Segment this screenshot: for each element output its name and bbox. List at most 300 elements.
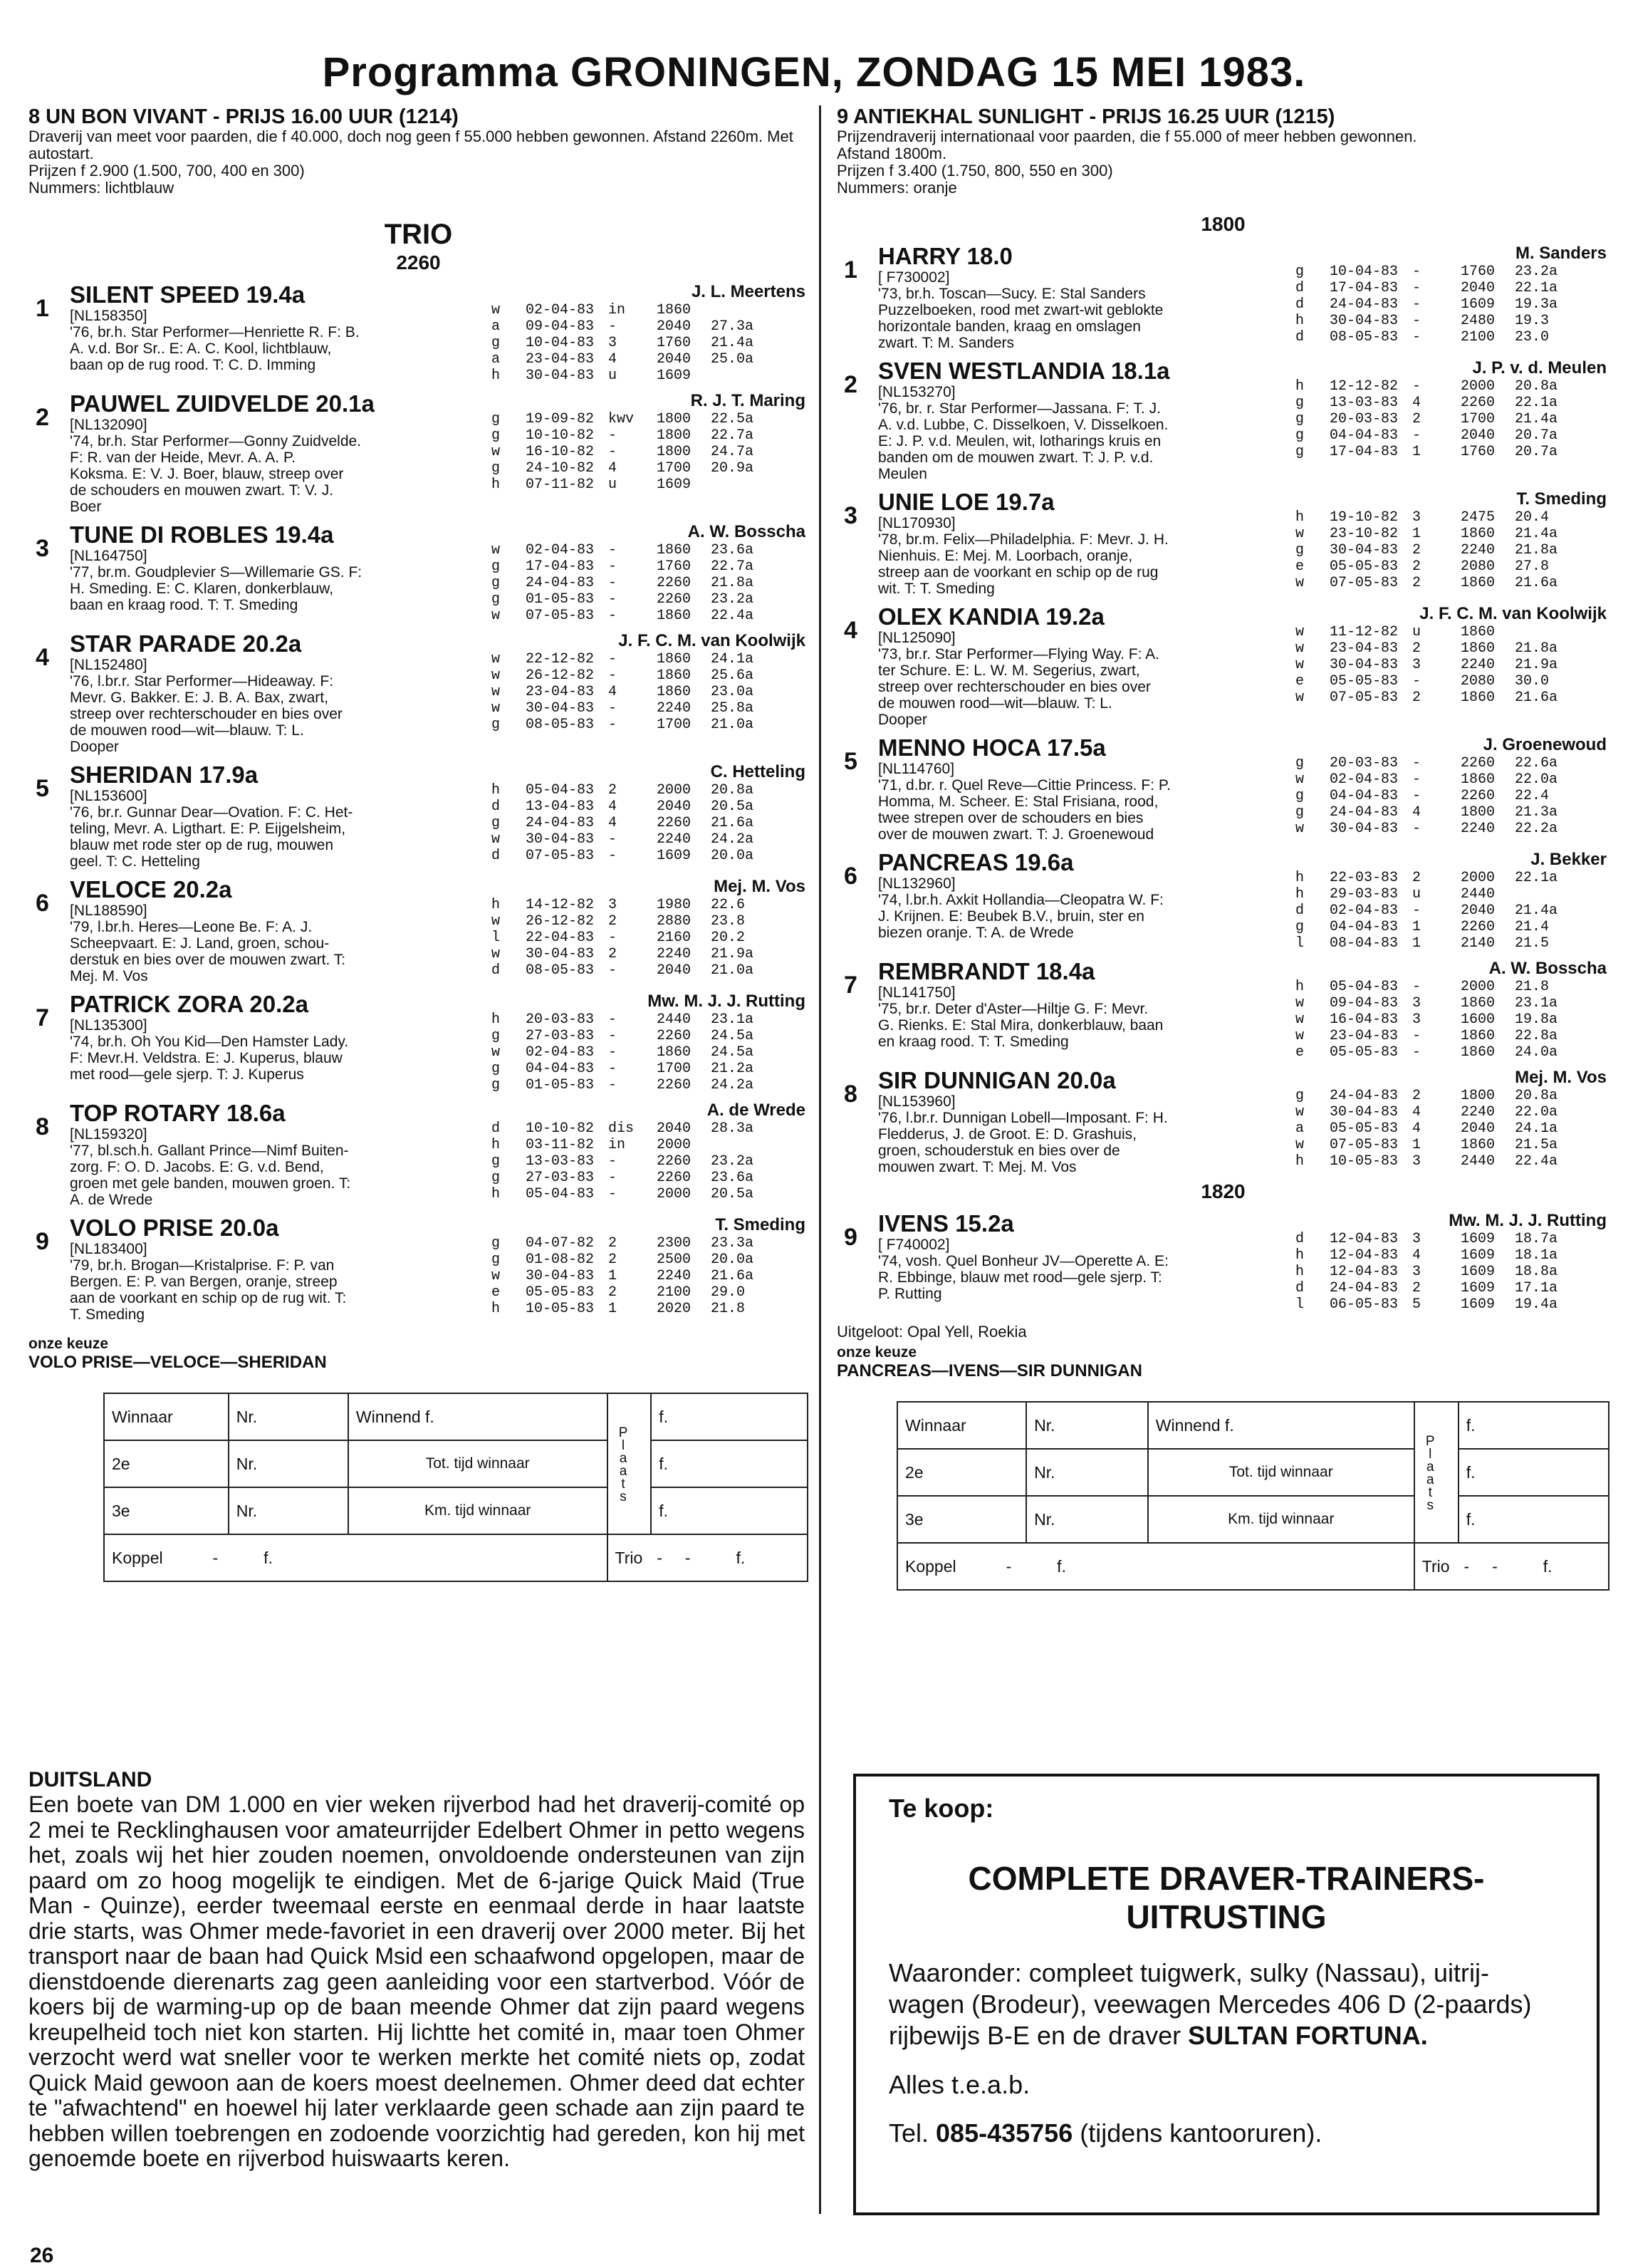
run-time: 18.7a	[1515, 1231, 1558, 1247]
run-distance: 2240	[1461, 657, 1496, 673]
horse-list	[28, 282, 808, 1323]
run-distance: 2260	[657, 1028, 692, 1044]
race-8-column	[28, 105, 808, 1582]
run-date: 30-04-83	[1330, 657, 1399, 673]
horse-form	[483, 631, 808, 755]
run-date: 30-04-83	[526, 831, 595, 848]
horse-number: 5	[36, 775, 49, 802]
run-distance: 1860	[657, 1044, 692, 1061]
horse-number: 2	[36, 404, 49, 431]
run-distance: 1609	[1461, 1231, 1496, 1247]
run-line	[491, 575, 808, 591]
trainer-name: J. Bekker	[1530, 850, 1607, 869]
run-place: -	[608, 1077, 617, 1093]
result-form-cell: Tot. tijd winnaar	[348, 1440, 607, 1487]
run-distance: 1860	[1461, 1028, 1496, 1044]
run-surface: d	[1295, 280, 1305, 296]
run-time: 24.1a	[711, 651, 754, 667]
run-distance: 1800	[1461, 804, 1496, 821]
horse-description: '74, vosh. Quel Bonheur JV—Operette A. E: R. Ebbinge, blauw met rood—gele sjerp. T: P. Rutting	[878, 1253, 1169, 1302]
ad-phone: Tel. 085-435756 (tijdens kantooruren).	[889, 2118, 1322, 2148]
recent-runs	[1295, 870, 1609, 952]
run-time: 21.4a	[1515, 902, 1558, 919]
run-surface: h	[491, 477, 501, 493]
run-date: 24-04-83	[1330, 1088, 1399, 1104]
run-line	[491, 651, 808, 667]
run-distance: 2080	[1461, 673, 1496, 690]
run-date: 30-04-83	[1330, 1104, 1399, 1120]
run-distance: 2040	[657, 799, 692, 815]
run-time: 23.2a	[711, 591, 754, 608]
run-time: 21.8	[711, 1301, 746, 1317]
run-distance: 2260	[1461, 788, 1496, 804]
horse-details	[878, 735, 1287, 843]
run-line	[491, 1235, 808, 1252]
recent-runs	[491, 302, 808, 384]
run-place: 1	[608, 1301, 617, 1317]
run-place: 2	[1412, 1280, 1421, 1296]
koppel-value: - f.	[1006, 1556, 1066, 1576]
run-date: 17-04-83	[1330, 280, 1399, 296]
run-surface: w	[1295, 690, 1305, 706]
run-time: 20.8a	[711, 782, 754, 799]
result-form	[103, 1393, 808, 1582]
run-surface: w	[491, 444, 501, 460]
run-date: 01-05-83	[526, 1077, 595, 1093]
run-date: 26-12-82	[526, 913, 595, 930]
result-form-cell: Nr.	[229, 1487, 348, 1534]
plaats-label: Plaats	[1422, 1434, 1438, 1511]
run-distance: 1860	[657, 684, 692, 700]
run-surface: w	[1295, 1104, 1305, 1120]
run-place: 3	[1412, 1231, 1421, 1247]
run-date: 22-03-83	[1330, 870, 1399, 886]
run-place: dis	[608, 1120, 635, 1137]
run-date: 02-04-83	[1330, 771, 1399, 788]
run-line	[491, 1170, 808, 1186]
run-line	[491, 368, 808, 384]
run-surface: g	[1295, 411, 1305, 427]
run-time: 28.3a	[711, 1120, 754, 1137]
run-surface: g	[491, 558, 501, 575]
horse-name: REMBRANDT 18.4a	[878, 958, 1095, 984]
run-line	[1295, 411, 1609, 427]
horse-code: [NL132960]	[878, 875, 956, 892]
run-surface: g	[491, 1170, 501, 1186]
article-title: DUITSLAND	[28, 1768, 152, 1791]
horse-details	[70, 282, 483, 384]
run-place: -	[608, 558, 617, 575]
horse-form	[1287, 850, 1609, 952]
run-place: 2	[608, 1235, 617, 1252]
koppel-cell	[897, 1543, 1414, 1590]
run-surface: w	[491, 1268, 501, 1284]
run-line	[1295, 378, 1609, 395]
run-surface: l	[1295, 1296, 1305, 1313]
run-date: 09-04-83	[1330, 995, 1399, 1011]
run-line	[1295, 804, 1609, 821]
run-line	[1295, 575, 1609, 591]
run-date: 11-12-82	[1330, 624, 1399, 640]
run-distance: 2040	[657, 1120, 692, 1137]
run-date: 08-05-83	[526, 717, 595, 733]
run-place: in	[608, 302, 626, 318]
run-place: u	[608, 477, 617, 493]
horse-name: TOP ROTARY 18.6a	[70, 1100, 286, 1126]
ad-title: COMPLETE DRAVER-TRAINERS-UITRUSTING	[968, 1860, 1485, 1935]
run-time: 21.6a	[711, 1268, 754, 1284]
run-place: -	[608, 427, 617, 444]
run-distance: 1860	[1461, 690, 1496, 706]
horse-details	[70, 877, 483, 984]
run-date: 02-04-83	[1330, 902, 1399, 919]
run-time: 19.3	[1515, 313, 1550, 329]
run-line	[491, 962, 808, 979]
recent-runs	[1295, 378, 1609, 460]
run-date: 24-04-83	[526, 815, 595, 831]
run-distance: 2000	[1461, 870, 1496, 886]
run-time: 21.6a	[1515, 575, 1558, 591]
run-distance: 1609	[1461, 1280, 1496, 1296]
run-line	[491, 897, 808, 913]
run-line	[491, 930, 808, 946]
horse-details	[70, 762, 483, 870]
horse-details	[878, 1211, 1287, 1313]
run-date: 23-04-83	[1330, 1028, 1399, 1044]
recent-runs	[1295, 1231, 1609, 1313]
run-distance: 1609	[1461, 1247, 1496, 1264]
run-place: 4	[1412, 1104, 1421, 1120]
horse-form	[1287, 1068, 1609, 1175]
run-distance: 1860	[1461, 771, 1496, 788]
run-place: -	[1412, 1028, 1421, 1044]
run-place: 4	[608, 684, 617, 700]
run-surface: g	[491, 335, 501, 351]
run-place: -	[1412, 821, 1421, 837]
run-date: 05-05-83	[1330, 1120, 1399, 1137]
run-distance: 2240	[657, 946, 692, 962]
horse-form	[1287, 959, 1609, 1061]
run-time: 21.8	[1515, 979, 1550, 995]
run-place: 4	[608, 351, 617, 368]
horse-name: STAR PARADE 20.2a	[70, 630, 302, 657]
run-time: 21.0a	[711, 717, 754, 733]
run-distance: 2140	[1461, 935, 1496, 952]
run-surface: h	[1295, 378, 1305, 395]
horse-entry	[837, 1068, 1609, 1175]
run-line	[1295, 995, 1609, 1011]
horse-entry	[28, 1101, 808, 1208]
run-distance: 1609	[657, 477, 692, 493]
run-place: 1	[1412, 526, 1421, 542]
run-surface: d	[491, 799, 501, 815]
run-date: 04-07-82	[526, 1235, 595, 1252]
run-line	[1295, 1044, 1609, 1061]
run-place: -	[608, 542, 617, 558]
run-surface: w	[1295, 1137, 1305, 1153]
run-place: -	[1412, 280, 1421, 296]
run-surface: d	[1295, 902, 1305, 919]
run-line	[1295, 444, 1609, 460]
article-text: Een boete van DM 1.000 en vier weken rijverbod had het draverij-comité op 2 mei te Recklinghausen voor amateurrijder Edelbert Ohmer in petto wegens het, zoals wij het hier zouden noemen, onvoldoende ondersteunen van zijn paard om zo hoog mogelijk te eindigen. Met de 6-jarige Quick Maid (True Man - Quinze), eerder tweemaal eerste en eenmaal derde in haar laatste drie starts, was Ohmer mede-favoriet in een draverij over 2000 meter. Bij het transport naar de baan had Quick Msid een schaafwond opgelopen, maar de dienstdoende dierenarts zag geen aanleiding voor een startverbod. Vóór de koers bij de warming-up op de baan meende Ohmer dat zijn paard wegens kreupelheid toch niet kon starten. Hij lichtte het comité in, maar toen Ohmer verzocht werd wat sneller voor te werken merkte het comité niets op, zodat Quick Maid gewoon aan de koers moest deelnemen. Ohmer deed dat echter te "afwachtend" en hoewel hij later verklaarde geen schade aan zijn paard te hebben willen toebrengen en zodoende voorzichtig had gereden, kon hij met genoemde boete en rijverbod huiswaarts keren.	[28, 1791, 805, 2171]
run-time: 21.6a	[711, 815, 754, 831]
horse-form	[483, 522, 808, 624]
run-place: 4	[1412, 395, 1421, 411]
run-distance: 1609	[657, 848, 692, 864]
run-distance: 1800	[657, 411, 692, 427]
run-place: u	[608, 368, 617, 384]
run-distance: 2100	[657, 1284, 692, 1301]
run-place: -	[1412, 264, 1421, 280]
run-place: -	[1412, 979, 1421, 995]
horse-entry	[837, 489, 1609, 597]
result-form-cell: 2e	[897, 1449, 1026, 1496]
run-distance: 2040	[657, 962, 692, 979]
run-line	[1295, 1296, 1609, 1313]
run-distance: 2440	[1461, 886, 1496, 902]
run-distance: 1980	[657, 897, 692, 913]
horse-form	[483, 1215, 808, 1323]
run-time: 22.6a	[1515, 755, 1558, 771]
horse-list	[837, 1211, 1609, 1313]
run-time: 21.3a	[1515, 804, 1558, 821]
trio-value: - - f.	[1463, 1556, 1553, 1576]
run-line	[1295, 690, 1609, 706]
run-surface: w	[1295, 640, 1305, 657]
run-surface: h	[1295, 1153, 1305, 1170]
horse-details	[70, 992, 483, 1093]
horse-description: '79, l.br.h. Heres—Leone Be. F: A. J. Scheepvaart. E: J. Land, groen, schou- derstuk en bies over de mouwen zwart. T: Mej. M. Vos	[70, 919, 346, 984]
run-date: 04-04-83	[1330, 919, 1399, 935]
run-date: 13-03-83	[526, 1153, 595, 1170]
keuze-label: onze keuze	[28, 1336, 109, 1352]
run-surface: d	[1295, 1280, 1305, 1296]
run-date: 14-12-82	[526, 897, 595, 913]
run-distance: 1609	[1461, 296, 1496, 313]
run-distance: 1609	[1461, 1296, 1496, 1313]
run-time: 21.2a	[711, 1061, 754, 1077]
run-date: 20-03-83	[526, 1011, 595, 1028]
run-line	[491, 302, 808, 318]
horse-name: SHERIDAN 17.9a	[70, 761, 259, 788]
horse-form	[1287, 358, 1609, 482]
run-place: kwv	[608, 411, 635, 427]
run-distance: 2260	[657, 1153, 692, 1170]
run-time: 22.4	[1515, 788, 1550, 804]
run-place: -	[608, 930, 617, 946]
run-place: 3	[1412, 995, 1421, 1011]
run-place: 1	[1412, 919, 1421, 935]
horse-name: OLEX KANDIA 19.2a	[878, 603, 1105, 630]
horse-name: TUNE DI ROBLES 19.4a	[70, 521, 334, 548]
run-date: 02-04-83	[526, 1044, 595, 1061]
plaats-cell	[607, 1393, 652, 1534]
run-place: u	[1412, 624, 1421, 640]
run-distance: 2480	[1461, 313, 1496, 329]
recent-runs	[491, 411, 808, 493]
run-line	[1295, 902, 1609, 919]
run-line	[491, 1011, 808, 1028]
recent-runs	[491, 1011, 808, 1093]
run-date: 23-10-82	[1330, 526, 1399, 542]
run-distance: 1760	[1461, 264, 1496, 280]
run-time: 23.1a	[711, 1011, 754, 1028]
run-place: -	[608, 962, 617, 979]
run-line	[1295, 264, 1609, 280]
run-line	[491, 1061, 808, 1077]
horse-form	[1287, 735, 1609, 843]
horse-code: [NL135300]	[70, 1017, 147, 1034]
horse-name: HARRY 18.0	[878, 243, 1013, 269]
trainer-name: T. Smeding	[1516, 489, 1607, 509]
horse-details	[70, 1101, 483, 1208]
run-line	[491, 351, 808, 368]
run-place: 4	[608, 460, 617, 477]
run-place: -	[608, 608, 617, 624]
horse-code: [ F730002]	[878, 269, 950, 286]
run-surface: w	[1295, 624, 1305, 640]
run-surface: a	[491, 318, 501, 335]
horse-description: '74, l.br.h. Axkit Hollandia—Cleopatra W. F: J. Krijnen. E: Beubek B.V., bruin, ster en biezen oranje. T: A. de Wrede	[878, 892, 1164, 941]
run-line	[491, 1044, 808, 1061]
horse-code: [NL132090]	[70, 417, 147, 433]
run-date: 04-04-83	[1330, 427, 1399, 444]
run-time: 20.8a	[1515, 378, 1558, 395]
run-line	[491, 815, 808, 831]
result-form-cell: Nr.	[1026, 1496, 1148, 1543]
run-time: 21.4a	[1515, 526, 1558, 542]
run-time: 20.7a	[1515, 427, 1558, 444]
horse-number: 9	[36, 1228, 49, 1255]
horse-description: '74, br.h. Star Performer—Gonny Zuidvelde. F: R. van der Heide, Mevr. A. A. P. Koksma. E: V. J. Boer, blauw, streep over de schouders en mouwen zwart. T: V. J. Boer	[70, 433, 362, 515]
horse-number: 1	[844, 256, 857, 284]
run-distance: 1609	[657, 368, 692, 384]
run-date: 17-04-83	[526, 558, 595, 575]
horse-entry	[28, 1215, 808, 1323]
plaats-cell	[1414, 1402, 1459, 1543]
run-line	[491, 1268, 808, 1284]
run-date: 10-10-82	[526, 1120, 595, 1137]
run-time: 20.9a	[711, 460, 754, 477]
run-surface: a	[1295, 1120, 1305, 1137]
run-surface: g	[491, 1252, 501, 1268]
trainer-name: R. J. T. Maring	[690, 391, 805, 410]
run-time: 19.8a	[1515, 1011, 1558, 1028]
run-date: 04-04-83	[1330, 788, 1399, 804]
run-line	[1295, 280, 1609, 296]
run-line	[491, 542, 808, 558]
recent-runs	[1295, 509, 1609, 591]
result-form-cell: Nr.	[229, 1393, 348, 1440]
run-place: -	[608, 717, 617, 733]
advertisement	[853, 1774, 1600, 2215]
run-surface: w	[1295, 821, 1305, 837]
run-time: 21.8a	[1515, 640, 1558, 657]
run-time: 23.8	[711, 913, 746, 930]
run-place: -	[608, 1044, 617, 1061]
recent-runs	[1295, 755, 1609, 837]
run-surface: d	[491, 848, 501, 864]
run-line	[1295, 1028, 1609, 1044]
run-distance: 2040	[1461, 427, 1496, 444]
horse-code: [NL170930]	[878, 515, 956, 531]
result-form-cell: Winnend f.	[1148, 1402, 1414, 1449]
run-date: 20-03-83	[1330, 755, 1399, 771]
run-surface: w	[491, 831, 501, 848]
run-surface: g	[491, 1061, 501, 1077]
horse-code: [NL164750]	[70, 548, 147, 564]
run-place: -	[608, 667, 617, 684]
ad-horse: SULTAN FORTUNA.	[1188, 2021, 1428, 2050]
run-date: 05-05-83	[1330, 673, 1399, 690]
horse-description: '78, br.m. Felix—Philadelphia. F: Mevr. J. H. Nienhuis. E: Mej. M. Loorbach, oranje, streep aan de voorkant en schip op de rug wit. T: T. Smeding	[878, 531, 1169, 597]
koppel-value: - f.	[212, 1548, 273, 1567]
run-surface: d	[1295, 296, 1305, 313]
run-time: 23.0	[1515, 329, 1550, 345]
run-date: 17-04-83	[1330, 444, 1399, 460]
run-date: 07-05-83	[1330, 575, 1399, 591]
race-conditions: Prijzendraverij internationaal voor paarden, die f 55.000 of meer hebben gewonnen. Afstand 1800m. Prijzen f 3.400 (1.750, 800, 550 en 300) Nummers: oranje	[837, 128, 1417, 197]
run-line	[1295, 755, 1609, 771]
run-distance: 2000	[657, 782, 692, 799]
run-place: 2	[608, 913, 617, 930]
run-distance: 2880	[657, 913, 692, 930]
run-time: 20.5a	[711, 1186, 754, 1202]
run-date: 03-11-82	[526, 1137, 595, 1153]
run-place: -	[608, 1170, 617, 1186]
run-place: 2	[608, 1252, 617, 1268]
run-place: -	[608, 848, 617, 864]
run-time: 23.0a	[711, 684, 754, 700]
recent-runs	[491, 782, 808, 864]
horse-number: 3	[844, 502, 857, 529]
koppel-cell	[104, 1534, 607, 1581]
run-date: 05-04-83	[526, 782, 595, 799]
horse-code: [NL188590]	[70, 902, 147, 919]
keuze-picks: PANCREAS—IVENS—SIR DUNNIGAN	[837, 1361, 1142, 1380]
run-date: 30-04-83	[1330, 821, 1399, 837]
run-distance: 1860	[1461, 575, 1496, 591]
run-place: -	[608, 444, 617, 460]
run-surface: h	[491, 1011, 501, 1028]
horse-form	[1287, 244, 1609, 351]
horse-details	[878, 850, 1287, 952]
horse-details	[70, 631, 483, 755]
run-place: -	[1412, 378, 1421, 395]
run-date: 30-04-83	[526, 368, 595, 384]
run-date: 05-05-83	[1330, 1044, 1399, 1061]
horse-description: '76, l.br.r. Star Performer—Hideaway. F: Mevr. G. Bakker. E: J. B. A. Bax, zwart, streep over rechterschouder en bies over de mouwen rood—wit—blauw. T: L. Dooper	[70, 673, 343, 755]
run-distance: 1860	[657, 302, 692, 318]
run-line	[1295, 886, 1609, 902]
run-surface: h	[1295, 1264, 1305, 1280]
run-surface: h	[1295, 509, 1305, 526]
run-line	[1295, 1011, 1609, 1028]
keuze-label: onze keuze	[837, 1344, 917, 1361]
run-date: 08-05-83	[526, 962, 595, 979]
run-time: 29.0	[711, 1284, 746, 1301]
run-surface: h	[1295, 1247, 1305, 1264]
run-line	[491, 444, 808, 460]
run-place: 4	[608, 799, 617, 815]
horse-number: 6	[36, 890, 49, 917]
run-date: 26-12-82	[526, 667, 595, 684]
run-surface: w	[1295, 1011, 1305, 1028]
run-time: 27.3a	[711, 318, 754, 335]
run-surface: h	[1295, 979, 1305, 995]
result-form-cell: Nr.	[1026, 1449, 1148, 1496]
horse-name: SVEN WESTLANDIA 18.1a	[878, 358, 1170, 384]
